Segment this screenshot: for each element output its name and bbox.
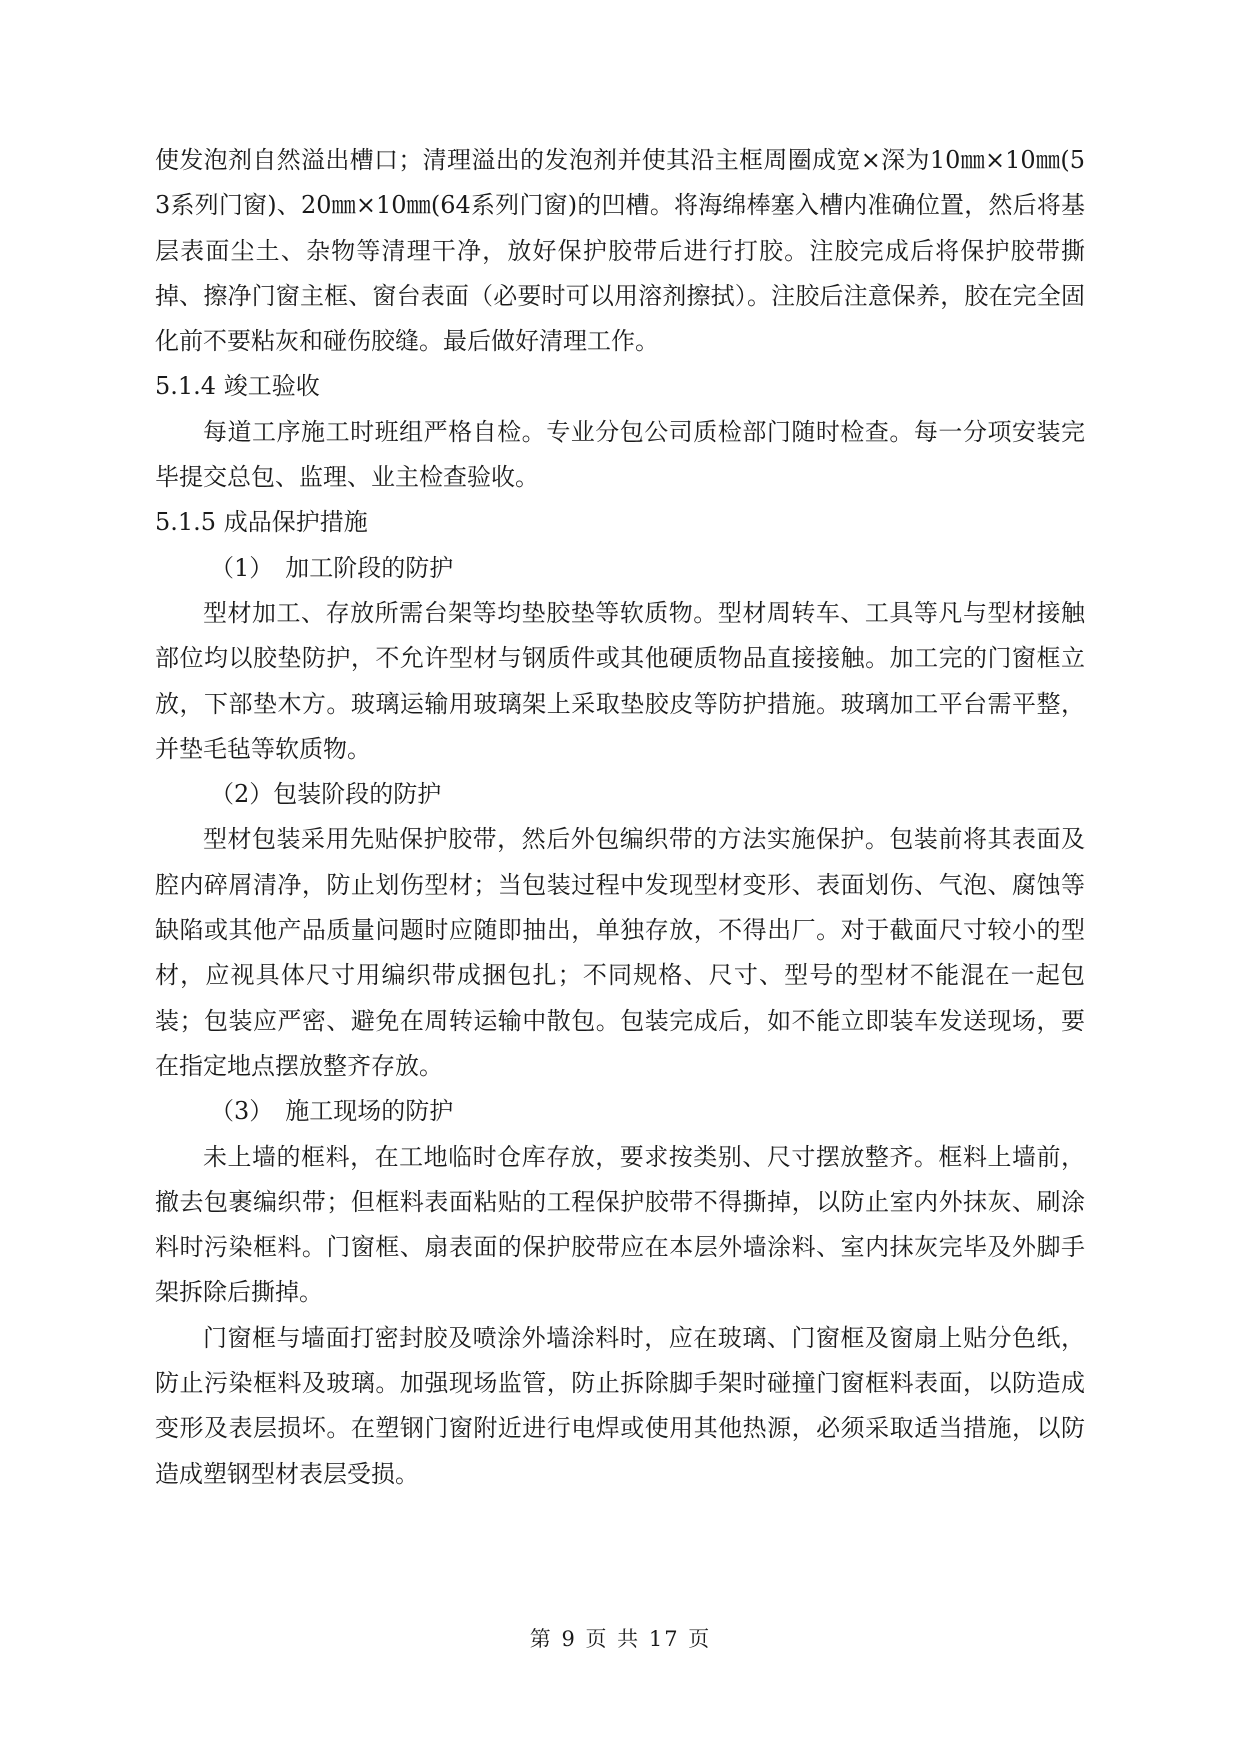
paragraph-sealant-protection: 门窗框与墙面打密封胶及喷涂外墙涂料时，应在玻璃、门窗框及窗扇上贴分色纸，防止污染框料及玻璃。加强现场监管，防止拆除脚手架时碰撞门窗框料表面，以防造成变形及表层损坏。在塑钢门窗附近进行电焊或使用其他热源，必须采取适当措施，以防造成塑钢型材表层受损。 — [155, 1323, 1085, 1488]
section-heading-5-1-5: 5.1.5 成品保护措施 — [155, 508, 368, 537]
paragraph-sealant-procedure: 使发泡剂自然溢出槽口；清理溢出的发泡剂并使其沿主框周圈成宽×深为10㎜×10㎜(53系列门窗)、20㎜×10㎜(64系列门窗)的凹槽。将海绵棒塞入槽内准确位置，然后将基层表面尘土、杂物等清理干净，放好保护胶带后进行打胶。注胶完成后将保护胶带撕掉、擦净门窗主框、窗台表面（必要时可以用溶剂擦拭）。注胶后注意保养，胶在完全固化前不要粘灰和碰伤胶缝。最后做好清理工作。 — [155, 146, 1085, 356]
paragraph-packaging-protection: 型材包装采用先贴保护胶带，然后外包编织带的方法实施保护。包装前将其表面及腔内碎屑清净，防止划伤型材；当包装过程中发现型材变形、表面划伤、气泡、腐蚀等缺陷或其他产品质量问题时应随即抽出，单独存放，不得出厂。对于截面尺寸较小的型材，应视具体尺寸用编织带成捆包扎；不同规格、尺寸、型号的型材不能混在一起包装；包装应严密、避免在周转运输中散包。包装完成后，如不能立即装车发送现场，要在指定地点摆放整齐存放。 — [155, 825, 1085, 1080]
paragraph-site-protection: 未上墙的框料，在工地临时仓库存放，要求按类别、尺寸摆放整齐。框料上墙前，撤去包裹编织带；但框料表面粘贴的工程保护胶带不得撕掉，以防止室内外抹灰、刷涂料时污染框料。门窗框、扇表面的保护胶带应在本层外墙涂料、室内抹灰完毕及外脚手架拆除后撕掉。 — [155, 1142, 1085, 1307]
document-body — [155, 138, 1085, 1497]
subheading-processing-protection: （1） 加工阶段的防护 — [210, 553, 454, 582]
subheading-packaging-protection: （2）包装阶段的防护 — [210, 780, 442, 809]
paragraph-acceptance: 每道工序施工时班组严格自检。专业分包公司质检部门随时检查。每一分项安装完毕提交总包、监理、业主检查验收。 — [155, 417, 1085, 492]
section-heading-5-1-4: 5.1.4 竣工验收 — [155, 372, 320, 401]
page-number: 第 9 页 共 17 页 — [529, 1627, 712, 1651]
paragraph-processing-protection: 型材加工、存放所需台架等均垫胶垫等软质物。型材周转车、工具等凡与型材接触部位均以胶垫防护，不允许型材与钢质件或其他硬质物品直接接触。加工完的门窗框立放，下部垫木方。玻璃运输用玻璃架上采取垫胶皮等防护措施。玻璃加工平台需平整，并垫毛毡等软质物。 — [155, 598, 1085, 763]
subheading-site-protection: （3） 施工现场的防护 — [210, 1097, 454, 1126]
